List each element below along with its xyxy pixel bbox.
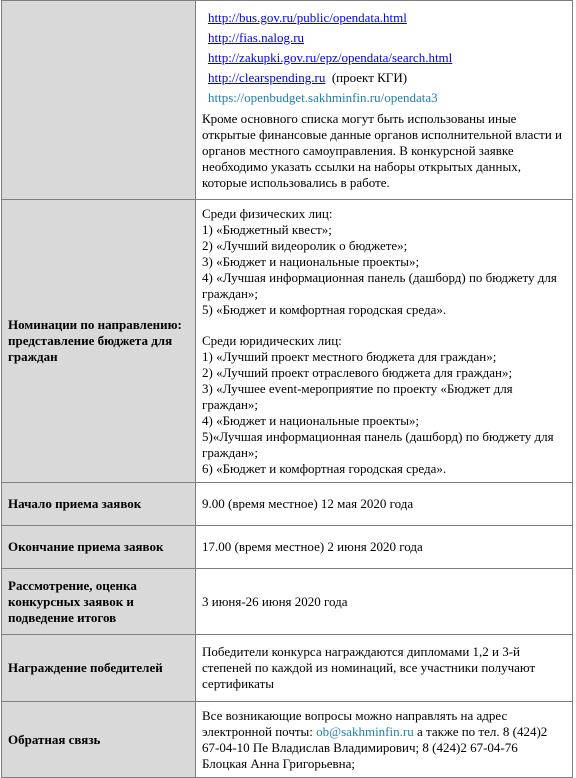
legal-heading: Среди юридических лиц: xyxy=(202,332,342,348)
individual-item: 1) «Бюджетный квест»; xyxy=(202,221,332,237)
awards-value: Победители конкурса награждаются дипломами 1,2 и 3-й степеней по каждой из номинаций, все участники получают сертификаты xyxy=(196,635,573,702)
legal-item: 6) «Бюджет и комфортная городская среда». xyxy=(202,460,447,476)
list-gap xyxy=(202,318,566,333)
feedback-cell xyxy=(196,702,573,778)
individual-item: 5) «Бюджет и комфортная городская среда». xyxy=(202,301,447,317)
links-row xyxy=(2,1,573,200)
legal-item: 4) «Бюджет и национальные проекты»; xyxy=(202,412,420,428)
individual-item: 2) «Лучший видеоролик о бюджете»; xyxy=(202,237,408,253)
feedback-row xyxy=(2,702,573,778)
individual-item: 4) «Лучшая информационная панель (дашборд) по бюджету для граждан»; xyxy=(202,269,557,301)
open-data-links xyxy=(202,1,566,108)
link-bus-gov[interactable]: http://bus.gov.ru/public/opendata.html xyxy=(208,10,407,25)
competition-info-table xyxy=(1,0,573,778)
review-label: Рассмотрение, оценка конкурсных заявок и подведение итогов xyxy=(2,569,196,635)
feedback-email-link[interactable]: ob@sakhminfin.ru xyxy=(316,723,414,739)
legal-item: 5)«Лучшая информационная панель (дашборд) по бюджету для граждан»; xyxy=(202,428,554,460)
individual-item: 3) «Бюджет и национальные проекты»; xyxy=(202,253,420,269)
link-row-0 xyxy=(208,8,566,28)
awards-label: Награждение победителей xyxy=(2,635,196,702)
nominations-row xyxy=(2,200,573,483)
start-label: Начало приема заявок xyxy=(2,483,196,526)
links-row-label xyxy=(2,1,196,200)
end-value: 17.00 (время местное) 2 июня 2020 года xyxy=(196,526,573,569)
feedback-label: Обратная связь xyxy=(2,702,196,778)
link-clearspending[interactable]: http://clearspending.ru xyxy=(208,70,326,85)
link-row-3 xyxy=(208,68,566,88)
legal-item: 3) «Лучшее event-мероприятие по проекту «Бюджет для граждан»; xyxy=(202,380,513,412)
link-row-1 xyxy=(208,28,566,48)
review-value: 3 июня-26 июня 2020 года xyxy=(196,569,573,635)
nominations-label: Номинации по направлению: представление бюджета для граждан xyxy=(2,200,196,483)
review-row xyxy=(2,569,573,635)
link-fias[interactable]: http://fias.nalog.ru xyxy=(208,30,305,45)
link-zakupki[interactable]: http://zakupki.gov.ru/epz/opendata/search.html xyxy=(208,50,453,65)
nominations-list xyxy=(202,206,566,477)
link-row-2 xyxy=(208,48,566,68)
start-row xyxy=(2,483,573,526)
legal-item: 2) «Лучший проект отраслевого бюджета для граждан»; xyxy=(202,364,513,380)
end-label: Окончание приема заявок xyxy=(2,526,196,569)
start-value: 9.00 (время местное) 12 мая 2020 года xyxy=(196,483,573,526)
legal-item: 1) «Лучший проект местного бюджета для граждан»; xyxy=(202,348,497,364)
end-row xyxy=(2,526,573,569)
link-row-4 xyxy=(208,88,566,108)
awards-row xyxy=(2,635,573,702)
feedback-text-before: Все возникающие вопросы можно направлять на адрес электронной почты: xyxy=(202,707,508,739)
links-note: Кроме основного списка могут быть использованы иные открытые финансовые данные органов исполнительной власти и органов местного самоуправления. В конкурсной заявке необходимо указать ссылки на наборы открытых данных, которые использовались в работе. xyxy=(202,111,563,190)
links-cell xyxy=(196,1,573,200)
individuals-heading: Среди физических лиц: xyxy=(202,205,333,221)
feedback-text-after: а также по тел. 8 (424)2 67-04-10 Пе Владислав Владимирович; 8 (424)2 67-04-76 Блоцкая Анна Григорьевна; xyxy=(202,723,548,771)
link-suffix: (проект КГИ) xyxy=(325,70,408,85)
link-openbudget[interactable]: https://openbudget.sakhminfin.ru/opendata3 xyxy=(208,90,438,105)
nominations-cell xyxy=(196,200,573,483)
